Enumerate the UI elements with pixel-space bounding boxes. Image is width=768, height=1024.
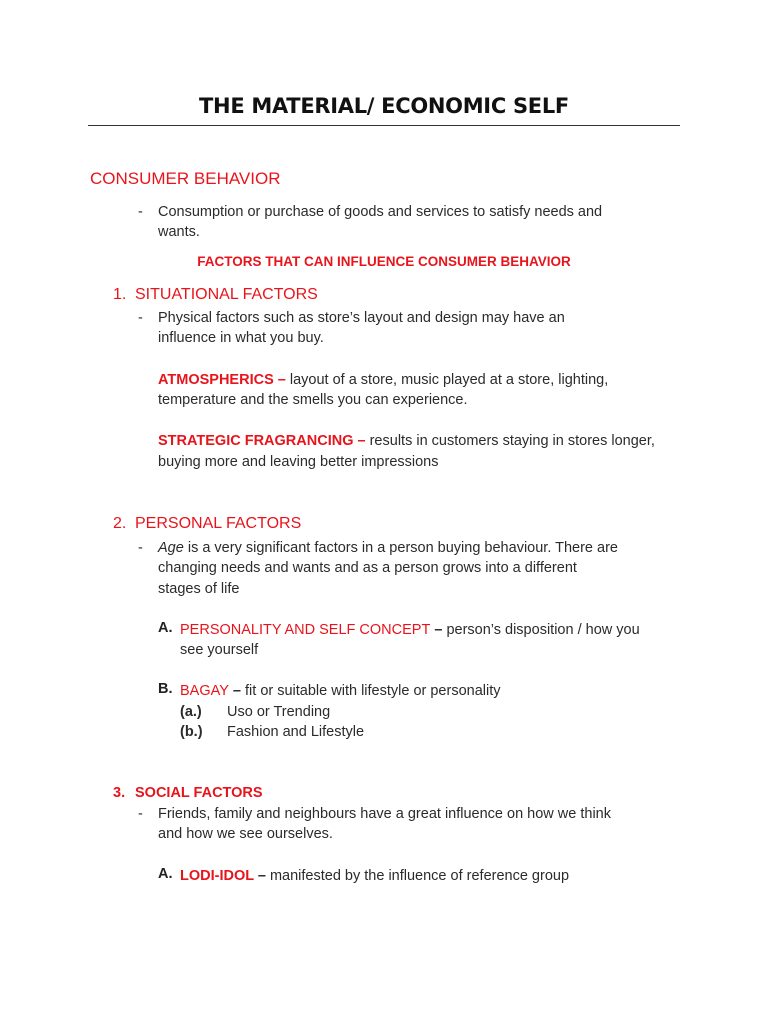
- fragrancing-text: results in customers staying in stores longer,: [365, 433, 655, 449]
- factors-heading: FACTORS THAT CAN INFLUENCE CONSUMER BEHAVIOR: [197, 254, 571, 269]
- atmospherics-line2: temperature and the smells you can experience.: [158, 392, 468, 408]
- personal-a-line2: see yourself: [180, 642, 259, 658]
- personal-bullet-line2: changing needs and wants and as a person grows into a different: [158, 560, 577, 576]
- bullet-dash: -: [138, 310, 143, 326]
- age-term: Age: [158, 540, 184, 556]
- bullet-dash: -: [138, 204, 143, 220]
- situational-bullet-line2: influence in what you buy.: [158, 330, 324, 346]
- bullet-dash: -: [138, 806, 143, 822]
- bagay-sub-label: (b.): [180, 724, 203, 740]
- bagay-term: BAGAY: [180, 683, 229, 699]
- atmospherics-text: layout of a store, music played at a store, lighting,: [285, 372, 609, 388]
- lodi-idol-dash: –: [253, 868, 266, 884]
- personal-bullet-line1: [158, 538, 618, 559]
- situational-number: 1.: [113, 286, 127, 303]
- personal-a-letter: A.: [158, 620, 173, 636]
- page-title: THE MATERIAL/ ECONOMIC SELF: [199, 94, 569, 118]
- consumer-definition-line2: wants.: [158, 224, 200, 240]
- consumer-definition-line1: Consumption or purchase of goods and services to satisfy needs and: [158, 204, 603, 220]
- title-underline: [88, 125, 680, 126]
- fragrancing-line1: [158, 431, 655, 452]
- bagay-text: fit or suitable with lifestyle or personality: [240, 683, 501, 699]
- personal-b-line1: [180, 681, 500, 702]
- personal-bullet-line3: stages of life: [158, 581, 240, 597]
- fragrancing-line2: buying more and leaving better impressions: [158, 454, 439, 470]
- bagay-dash: –: [228, 683, 241, 699]
- social-number: 3.: [113, 785, 126, 801]
- personal-b-letter: B.: [158, 681, 173, 697]
- personal-bullet-text: is a very significant factors in a person buying behaviour. There are: [183, 540, 618, 556]
- lodi-idol-term: LODI-IDOL: [180, 868, 254, 884]
- social-a-line1: [180, 866, 569, 887]
- social-a-letter: A.: [158, 866, 173, 882]
- bullet-dash: -: [138, 540, 143, 556]
- social-bullet-line2: and how we see ourselves.: [158, 826, 333, 842]
- fragrancing-term: STRATEGIC FRAGRANCING –: [158, 433, 366, 449]
- personality-text: person’s disposition / how you: [442, 622, 640, 638]
- lodi-idol-text: manifested by the influence of reference group: [265, 868, 570, 884]
- social-bullet-line1: Friends, family and neighbours have a great influence on how we think: [158, 806, 611, 822]
- consumer-behavior-heading: CONSUMER BEHAVIOR: [90, 169, 281, 188]
- social-heading: SOCIAL FACTORS: [135, 785, 263, 801]
- situational-heading: SITUATIONAL FACTORS: [135, 286, 318, 303]
- situational-bullet-line1: Physical factors such as store’s layout and design may have an: [158, 310, 565, 326]
- atmospherics-term: ATMOSPHERICS –: [158, 372, 286, 388]
- personal-number: 2.: [113, 515, 127, 532]
- personality-term: PERSONALITY AND SELF CONCEPT: [180, 622, 431, 638]
- personal-heading: PERSONAL FACTORS: [135, 515, 302, 532]
- atmospherics-line1: [158, 370, 608, 391]
- bagay-sub-text: Uso or Trending: [227, 704, 331, 720]
- personality-dash: –: [430, 622, 443, 638]
- bagay-sub-text: Fashion and Lifestyle: [227, 724, 365, 740]
- bagay-sub-label: (a.): [180, 704, 202, 720]
- personal-a-line1: [180, 620, 640, 641]
